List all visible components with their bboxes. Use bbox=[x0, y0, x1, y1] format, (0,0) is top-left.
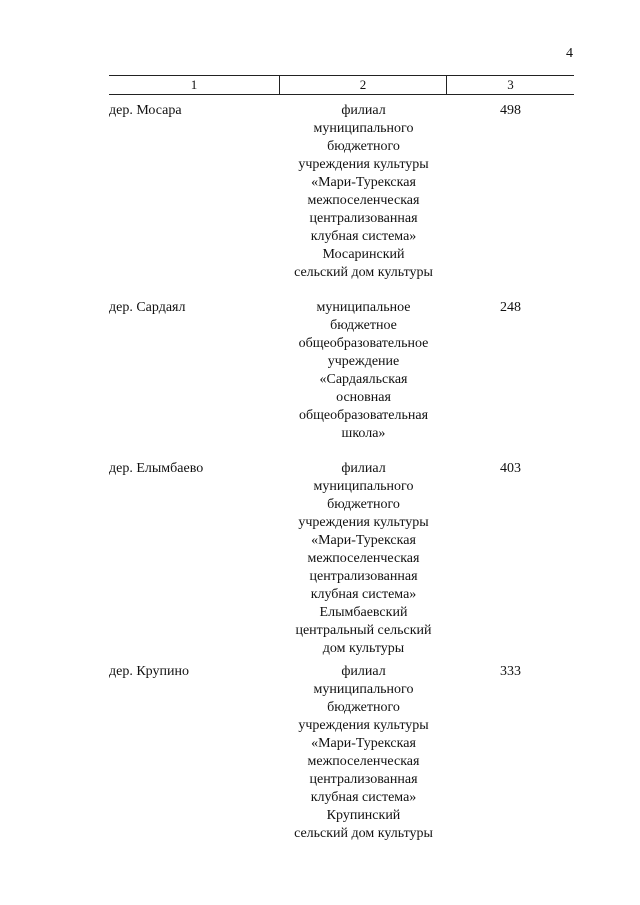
institution-line: центральный сельский bbox=[295, 623, 432, 638]
settlement-cell: дер. Сардаял bbox=[109, 300, 186, 315]
table-row bbox=[109, 102, 574, 282]
institution-line: клубная система» bbox=[310, 790, 417, 805]
institution-cell bbox=[280, 102, 447, 282]
institution-cell bbox=[280, 299, 447, 443]
table-row bbox=[109, 460, 574, 658]
institution-line: «Мари-Турекская bbox=[311, 175, 416, 190]
institution-line: учреждения культуры bbox=[298, 157, 429, 172]
institution-line: муниципального bbox=[313, 682, 414, 697]
institution-line: муниципальное bbox=[316, 300, 411, 315]
institution-line: муниципального bbox=[313, 479, 414, 494]
institution-line: клубная система» bbox=[310, 587, 417, 602]
institution-line: учреждения культуры bbox=[298, 515, 429, 530]
value-cell: 248 bbox=[500, 300, 521, 315]
institution-line: учреждения культуры bbox=[298, 718, 429, 733]
institution-line: межпоселенческая bbox=[307, 551, 420, 566]
institution-line: Елымбаевский bbox=[319, 605, 408, 620]
settlement-cell: дер. Мосара bbox=[109, 103, 182, 118]
institution-line: бюджетного bbox=[327, 700, 400, 715]
institution-line: «Мари-Турекская bbox=[311, 533, 416, 548]
column-header-3: 3 bbox=[507, 77, 514, 92]
settlement-cell: дер. Крупино bbox=[109, 664, 189, 679]
value-cell: 498 bbox=[500, 103, 521, 118]
institution-line: «Сардаяльская bbox=[319, 372, 408, 387]
institution-line: школа» bbox=[341, 426, 386, 441]
institution-cell bbox=[280, 460, 447, 658]
institution-cell bbox=[280, 663, 447, 843]
institution-line: основная bbox=[336, 390, 391, 405]
institution-line: муниципального bbox=[313, 121, 414, 136]
column-header-1: 1 bbox=[109, 76, 280, 94]
table-row bbox=[109, 663, 574, 843]
institution-line: учреждение bbox=[327, 354, 400, 369]
institution-line: дом культуры bbox=[322, 641, 405, 656]
institution-line: межпоселенческая bbox=[307, 193, 420, 208]
institution-line: филиал bbox=[341, 664, 386, 679]
value-cell: 333 bbox=[500, 664, 521, 679]
institution-line: бюджетного bbox=[327, 139, 400, 154]
institution-line: Крупинский bbox=[326, 808, 401, 823]
institution-line: бюджетное bbox=[330, 318, 397, 333]
institution-line: сельский дом культуры bbox=[294, 826, 433, 841]
settlement-cell: дер. Елымбаево bbox=[109, 461, 204, 476]
institution-line: клубная система» bbox=[310, 229, 417, 244]
institution-line: общеобразовательная bbox=[298, 408, 429, 423]
page-number: 4 bbox=[566, 46, 573, 61]
institution-line: общеобразовательное bbox=[298, 336, 429, 351]
institution-line: централизованная bbox=[309, 772, 418, 787]
institution-line: межпоселенческая bbox=[307, 754, 420, 769]
column-header-2: 2 bbox=[280, 76, 447, 94]
table-header bbox=[109, 75, 574, 95]
institution-line: централизованная bbox=[309, 569, 418, 584]
institution-line: централизованная bbox=[309, 211, 418, 226]
institution-line: филиал bbox=[341, 461, 386, 476]
institution-line: сельский дом культуры bbox=[294, 265, 433, 280]
institution-line: Мосаринский bbox=[322, 247, 405, 262]
institution-line: «Мари-Турекская bbox=[311, 736, 416, 751]
value-cell: 403 bbox=[500, 461, 521, 476]
table-row bbox=[109, 299, 574, 443]
institution-line: филиал bbox=[341, 103, 386, 118]
institution-line: бюджетного bbox=[327, 497, 400, 512]
